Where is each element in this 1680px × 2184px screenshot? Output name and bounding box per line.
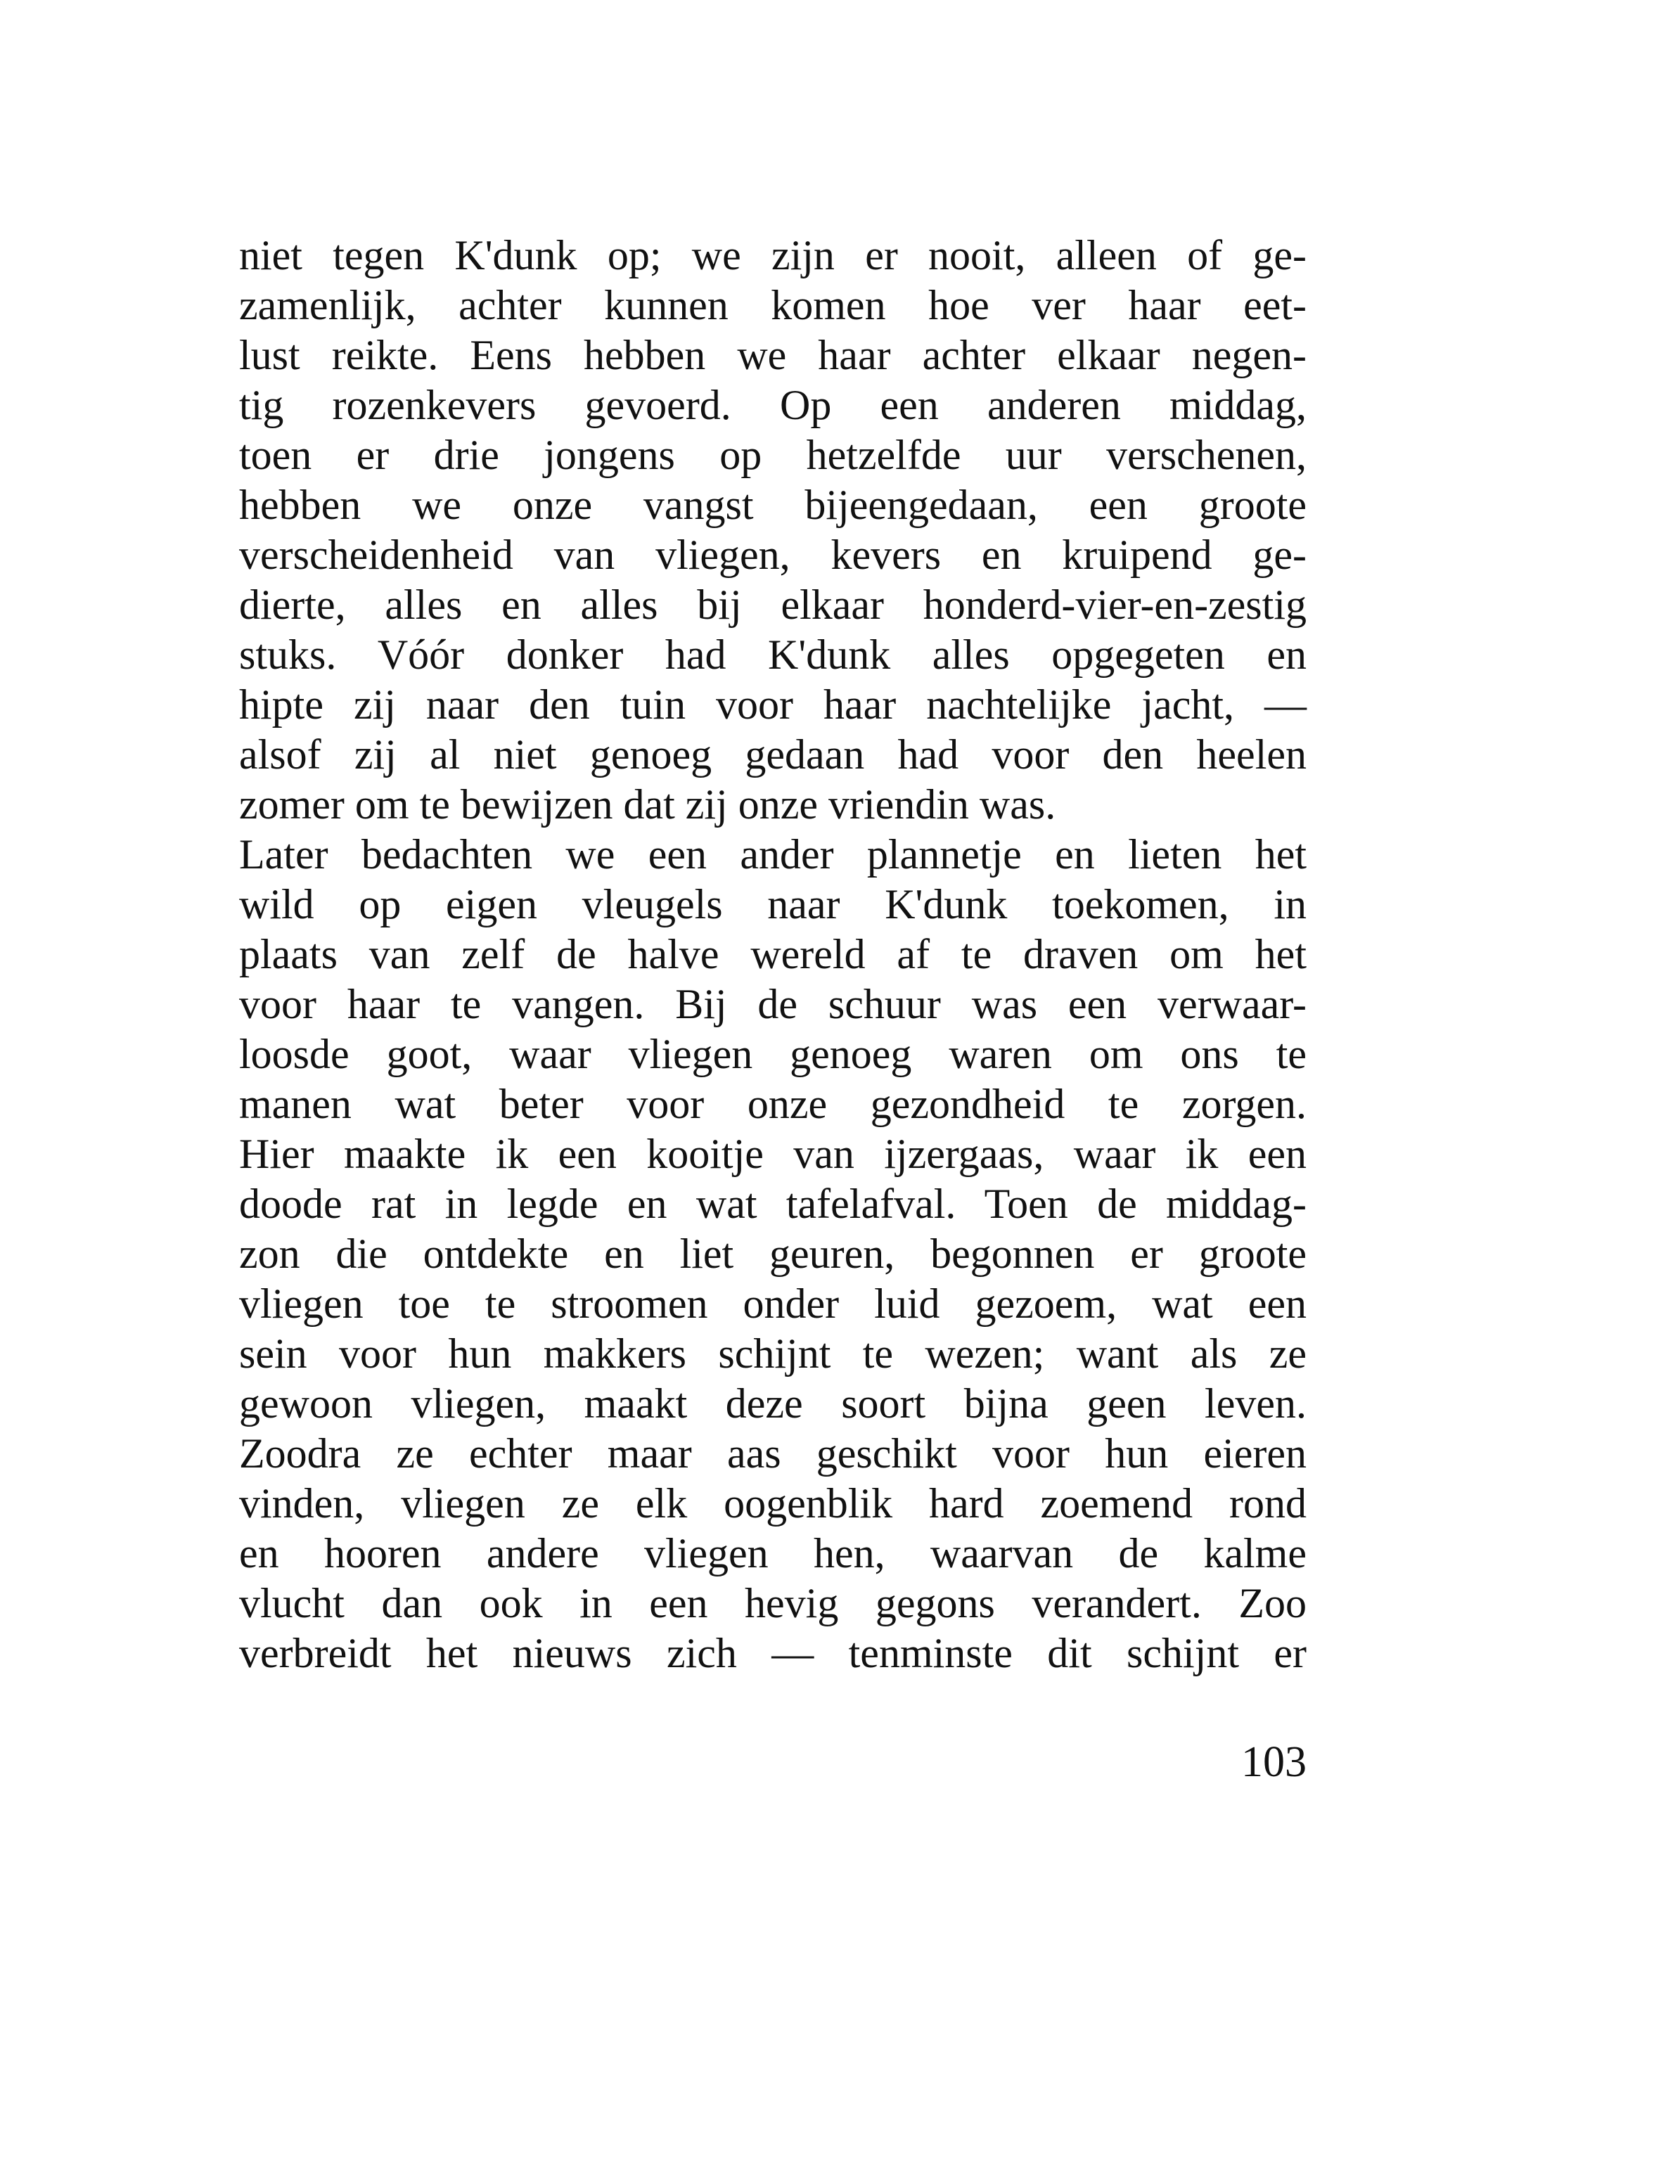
text-line: verscheidenheid van vliegen, kevers en kruipend ge- — [239, 532, 1307, 578]
text-line: sein voor hun makkers schijnt te wezen; want als ze — [239, 1330, 1307, 1377]
body-text — [239, 231, 1307, 1678]
text-line: lust reikte. Eens hebben we haar achter elkaar negen- — [239, 332, 1307, 378]
text-line: manen wat beter voor onze gezondheid te zorgen. — [239, 1081, 1307, 1127]
text-line: vlucht dan ook in een hevig gegons verandert. Zoo — [239, 1580, 1307, 1626]
text-line: en hooren andere vliegen hen, waarvan de kalme — [239, 1530, 1307, 1576]
text-line: plaats van zelf de halve wereld af te draven om het — [239, 931, 1307, 977]
text-line: verbreidt het nieuws zich — tenminste dit schijnt er — [239, 1630, 1307, 1676]
text-line: stuks. Vóór donker had K'dunk alles opgegeten en — [239, 631, 1307, 678]
text-line: alsof zij al niet genoeg gedaan had voor den heelen — [239, 731, 1307, 778]
text-line: voor haar te vangen. Bij de schuur was een verwaar- — [239, 981, 1307, 1027]
text-line: dierte, alles en alles bij elkaar honderd-vier-en-zestig — [239, 582, 1307, 628]
text-line: doode rat in legde en wat tafelafval. Toen de middag- — [239, 1181, 1307, 1227]
text-line: tig rozenkevers gevoerd. Op een anderen middag, — [239, 382, 1307, 428]
text-line: zon die ontdekte en liet geuren, begonnen er groote — [239, 1231, 1307, 1277]
page-number: 103 — [1241, 1738, 1307, 1786]
text-line: Hier maakte ik een kooitje van ijzergaas, waar ik een — [239, 1131, 1307, 1177]
text-line: vliegen toe te stroomen onder luid gezoem, wat een — [239, 1280, 1307, 1327]
text-line: gewoon vliegen, maakt deze soort bijna geen leven. — [239, 1380, 1307, 1427]
text-line: Zoodra ze echter maar aas geschikt voor hun eieren — [239, 1430, 1307, 1477]
text-line: toen er drie jongens op hetzelfde uur verschenen, — [239, 432, 1307, 478]
text-line: hipte zij naar den tuin voor haar nachtelijke jacht, — — [239, 681, 1307, 728]
text-line: vinden, vliegen ze elk oogenblik hard zoemend rond — [239, 1480, 1307, 1527]
text-line: niet tegen K'dunk op; we zijn er nooit, alleen of ge- — [239, 232, 1307, 278]
text-line: hebben we onze vangst bijeengedaan, een groote — [239, 482, 1307, 528]
text-line: zamenlijk, achter kunnen komen hoe ver haar eet- — [239, 282, 1307, 328]
text-line: wild op eigen vleugels naar K'dunk toekomen, in — [239, 881, 1307, 927]
text-line: Later bedachten we een ander plannetje en lieten het — [239, 831, 1307, 878]
text-line: zomer om te bewijzen dat zij onze vriendin was. — [239, 781, 1056, 828]
text-line: loosde goot, waar vliegen genoeg waren om ons te — [239, 1031, 1307, 1077]
